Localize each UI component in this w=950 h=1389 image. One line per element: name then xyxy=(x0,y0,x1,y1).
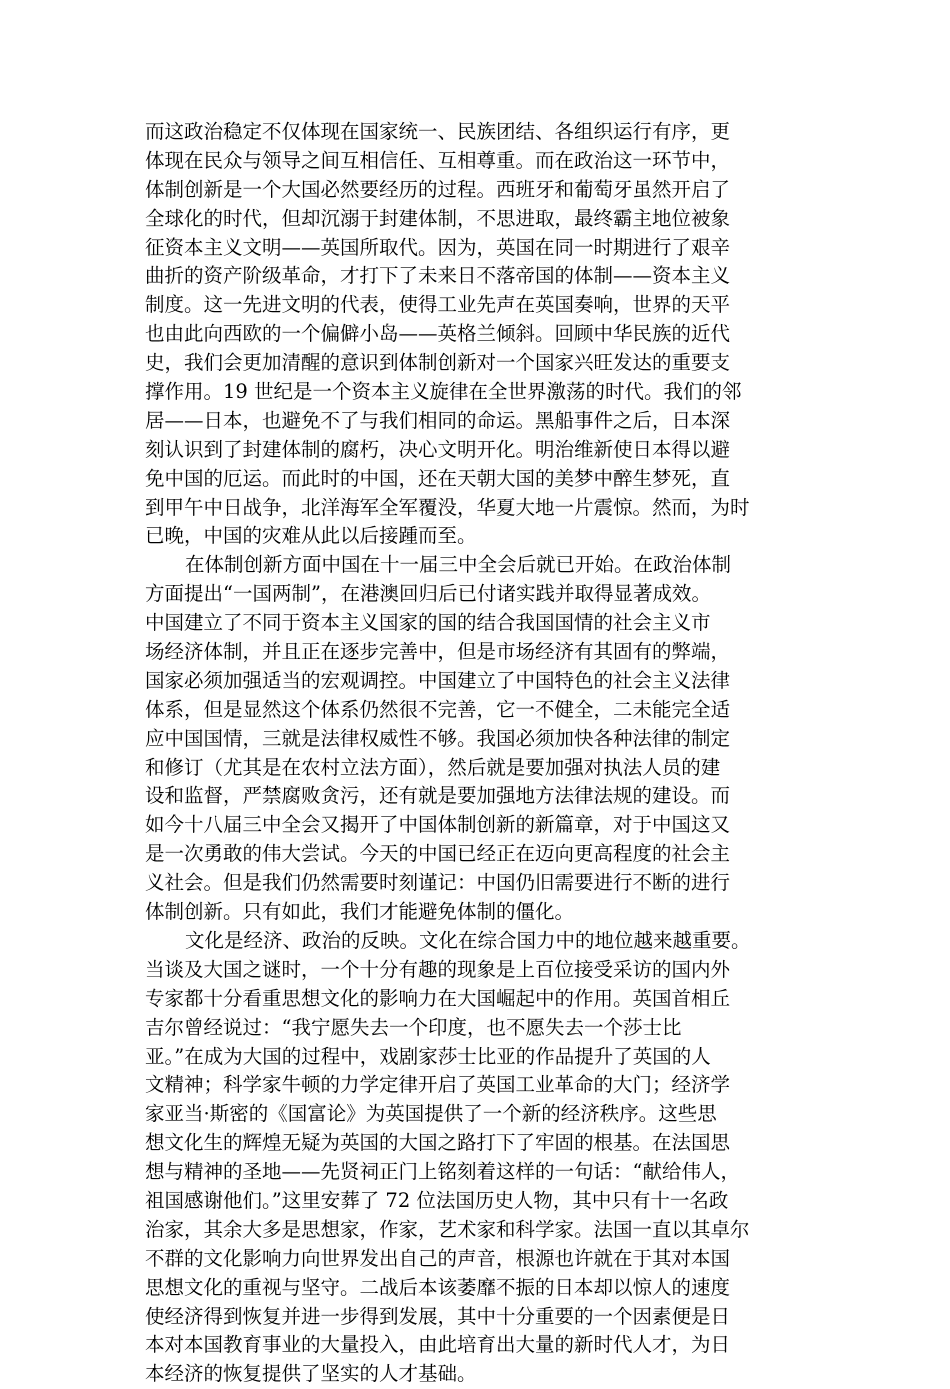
text-line: 体制创新是一个大国必然要经历的过程。西班牙和葡萄牙虽然开启了 xyxy=(145,177,731,201)
text-line: 义社会。但是我们仍然需要时刻谨记：中国仍旧需要进行不断的进行 xyxy=(145,871,731,895)
text-line: 是一次勇敢的伟大尝试。今天的中国已经正在迈向更高程度的社会主 xyxy=(145,842,731,866)
text-line: 方面提出“一国两制”，在港澳回归后已付诸实践并取得显著成效。 xyxy=(145,582,711,606)
text-line: 已晚，中国的灾难从此以后接踵而至。 xyxy=(145,524,477,548)
text-line: 家亚当·斯密的《国富论》为英国提供了一个新的经济秩序。这些思 xyxy=(145,1102,717,1126)
text-line: 征资本主义文明——英国所取代。因为，英国在同一时期进行了艰辛 xyxy=(145,235,731,259)
text-line: 本经济的恢复提供了坚实的人才基础。 xyxy=(145,1362,477,1386)
paragraph xyxy=(145,927,815,1389)
text-line: 设和监督，严禁腐败贪污，还有就是要加强地方法律法规的建设。而 xyxy=(145,784,731,808)
text-line: 全球化的时代，但却沉溺于封建体制，不思进取，最终霸主地位被象 xyxy=(145,206,731,230)
text-line: 和修订（尤其是在农村立法方面），然后就是要加强对执法人员的建 xyxy=(145,755,721,779)
text-line: 体制创新。只有如此，我们才能避免体制的僵化。 xyxy=(145,900,575,924)
text-line: 应中国国情，三就是法律权威性不够。我国必须加快各种法律的制定 xyxy=(145,726,731,750)
text-line: 也由此向西欧的一个偏僻小岛——英格兰倾斜。回顾中华民族的近代 xyxy=(145,322,731,346)
text-line: 而这政治稳定不仅体现在国家统一、民族团结、各组织运行有序，更 xyxy=(145,120,731,143)
text-line: 撑作用。19 世纪是一个资本主义旋律在全世界激荡的时代。我们的邻 xyxy=(145,380,742,404)
text-line: 曲折的资产阶级革命，才打下了未来日不落帝国的体制——资本主义 xyxy=(145,264,731,288)
text-line: 文化是经济、政治的反映。文化在综合国力中的地位越来越重要。 xyxy=(185,928,751,952)
text-line: 到甲午中日战争，北洋海军全军覆没，华夏大地一片震惊。然而，为时 xyxy=(145,495,750,519)
text-line: 在体制创新方面中国在十一届三中全会后就已开始。在政治体制 xyxy=(185,553,732,577)
text-line: 祖国感谢他们。”这里安葬了 72 位法国历史人物，其中只有十一名政 xyxy=(145,1188,729,1212)
text-line: 场经济体制，并且正在逐步完善中，但是市场经济有其固有的弊端， xyxy=(145,640,731,664)
text-line: 想与精神的圣地——先贤祠正门上铭刻着这样的一句话：“献给伟人， xyxy=(145,1160,740,1184)
text-line: 治家，其余大多是思想家，作家，艺术家和科学家。法国一直以其卓尔 xyxy=(145,1217,750,1241)
text-line: 制度。这一先进文明的代表，使得工业先声在英国奏响，世界的天平 xyxy=(145,293,731,317)
text-line: 免中国的厄运。而此时的中国，还在天朝大国的美梦中醉生梦死，直 xyxy=(145,466,731,490)
text-line: 体现在民众与领导之间互相信任、互相尊重。而在政治这一环节中， xyxy=(145,148,731,172)
text-line: 如今十八届三中全会又揭开了中国体制创新的新篇章，对于中国这又 xyxy=(145,813,731,837)
text-line: 想文化生的辉煌无疑为英国的大国之路打下了牢固的根基。在法国思 xyxy=(145,1131,731,1155)
text-line: 本对本国教育事业的大量投入，由此培育出大量的新时代人才，为日 xyxy=(145,1333,731,1357)
text-line: 文精神；科学家牛顿的力学定律开启了英国工业革命的大门；经济学 xyxy=(145,1073,731,1097)
text-line: 专家都十分看重思想文化的影响力在大国崛起中的作用。英国首相丘 xyxy=(145,986,731,1010)
text-line: 史，我们会更加清醒的意识到体制创新对一个国家兴旺发达的重要支 xyxy=(145,351,731,375)
text-line: 使经济得到恢复并进一步得到发展，其中十分重要的一个因素便是日 xyxy=(145,1304,731,1328)
text-line: 国家必须加强适当的宏观调控。中国建立了中国特色的社会主义法律 xyxy=(145,668,731,692)
paragraph xyxy=(145,118,815,551)
text-line: 刻认识到了封建体制的腐朽，决心文明开化。明治维新使日本得以避 xyxy=(145,437,731,461)
text-line: 亚。”在成为大国的过程中，戏剧家莎士比亚的作品提升了英国的人 xyxy=(145,1044,711,1068)
paragraph xyxy=(145,551,815,927)
text-line: 思想文化的重视与坚守。二战后本该萎靡不振的日本却以惊人的速度 xyxy=(145,1275,731,1299)
text-line: 中国建立了不同于资本主义国家的国的结合我国国情的社会主义市 xyxy=(145,611,711,635)
text-line: 当谈及大国之谜时，一个十分有趣的现象是上百位接受采访的国内外 xyxy=(145,957,731,981)
body-text xyxy=(145,118,815,1389)
text-line: 吉尔曾经说过：“我宁愿失去一个印度，也不愿失去一个莎士比 xyxy=(145,1015,682,1039)
text-line: 不群的文化影响力向世界发出自己的声音，根源也许就在于其对本国 xyxy=(145,1246,731,1270)
text-line: 居——日本，也避免不了与我们相同的命运。黑船事件之后，日本深 xyxy=(145,408,731,432)
text-line: 体系，但是显然这个体系仍然很不完善，它一不健全，二未能完全适 xyxy=(145,697,731,721)
